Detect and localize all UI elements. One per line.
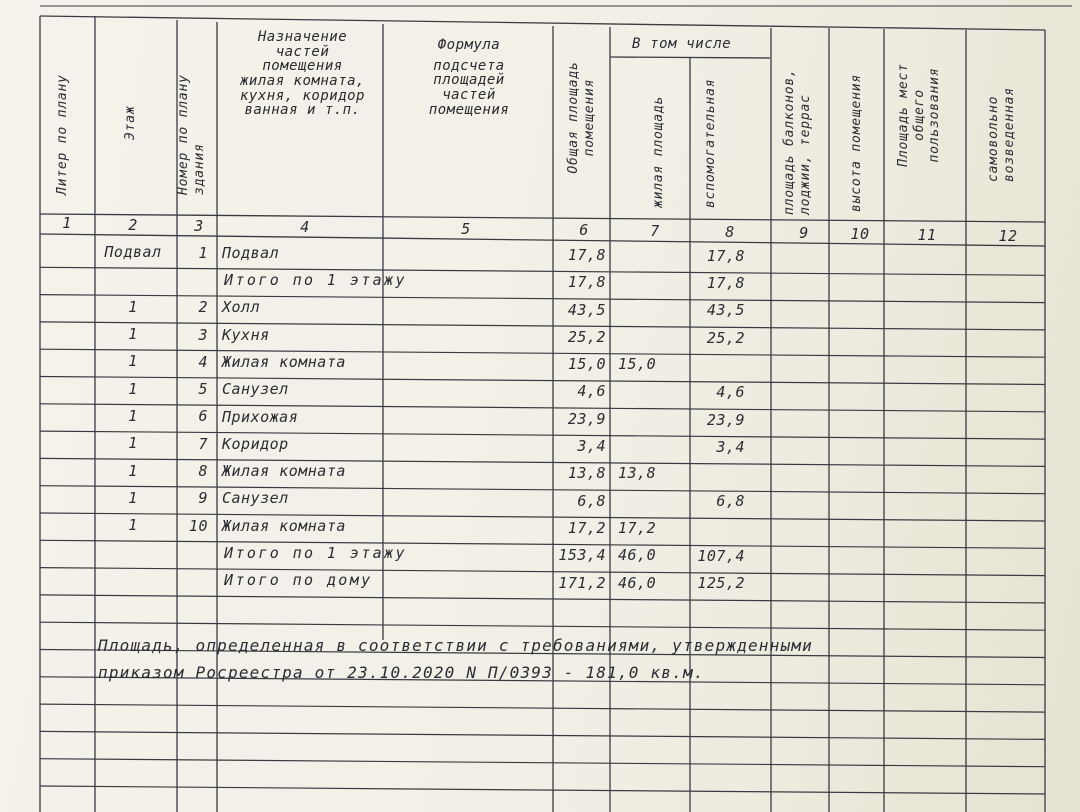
room-name-cell: Кухня <box>222 325 270 344</box>
living-area-cell: 46,0 <box>618 573 657 592</box>
room-number-cell: 2 <box>198 298 208 317</box>
aux-area-cell: 23,9 <box>706 410 745 429</box>
floor-cell: 1 <box>128 488 138 507</box>
aux-area-cell: 17,8 <box>706 246 745 265</box>
header-col11-label: Площадь мест общего пользования <box>896 63 943 167</box>
col-number: 3 <box>194 217 204 235</box>
header-col5-label: Формула подсчета площадей частей помещения <box>428 37 510 118</box>
total-area-cell: 43,5 <box>567 300 606 319</box>
header-col3-label: Номер по плану здания <box>176 74 208 195</box>
header-col12-label: самовольно возведенная <box>986 87 1018 182</box>
room-number-cell: 3 <box>198 325 208 344</box>
room-name-cell: Жилая комната <box>222 462 346 481</box>
living-area-cell: 46,0 <box>618 546 657 565</box>
header-col2-label: Этаж <box>123 105 138 140</box>
room-number-cell: 7 <box>198 434 208 453</box>
header-col7-label: жилая площадь <box>651 95 666 208</box>
total-area-cell: 23,9 <box>567 409 606 428</box>
aux-area-cell: 6,8 <box>716 492 745 511</box>
floor-cell: 1 <box>128 406 138 425</box>
header-col8-label: вспомогательная <box>703 78 718 208</box>
aux-area-cell: 107,4 <box>697 547 745 565</box>
total-area-cell: 17,8 <box>567 273 606 292</box>
total-area-cell: 171,2 <box>558 573 606 592</box>
room-name-cell: Итого по 1 этажу <box>224 544 407 562</box>
aux-area-cell: 4,6 <box>716 383 745 402</box>
floor-cell: 1 <box>128 516 138 535</box>
aux-area-cell: 43,5 <box>706 301 745 320</box>
header-group-label: В том числе <box>632 36 732 52</box>
col-number: 12 <box>998 227 1018 245</box>
living-area-cell: 17,2 <box>618 518 657 537</box>
room-name-cell: Итого по дому <box>224 571 373 590</box>
col-number: 7 <box>650 222 660 240</box>
header-col6-label: Общая площадь помещения <box>566 61 597 174</box>
room-number-cell: 4 <box>198 352 208 371</box>
col-number: 8 <box>725 223 735 241</box>
col-number: 6 <box>579 221 589 239</box>
total-area-cell: 17,8 <box>567 245 606 264</box>
floor-cell: 1 <box>128 325 138 344</box>
total-area-cell: 17,2 <box>567 518 606 537</box>
total-area-cell: 153,4 <box>558 546 606 565</box>
room-name-cell: Итого по 1 этажу <box>224 271 407 289</box>
room-number-cell: 5 <box>198 380 208 399</box>
room-name-cell: Санузел <box>222 489 289 508</box>
room-name-cell: Жилая комната <box>222 352 346 371</box>
area-note-line2: приказом Росреестра от 23.10.2020 N П/0393 - 181,0 кв.м. <box>98 663 705 682</box>
floor-cell: 1 <box>128 461 138 480</box>
room-number-cell: 10 <box>188 516 208 535</box>
total-area-cell: 13,8 <box>567 464 606 483</box>
header-col9-label: площадь балконов, лоджии, террас <box>782 68 813 215</box>
col-number: 10 <box>850 225 870 243</box>
aux-area-cell: 17,8 <box>706 274 745 292</box>
aux-area-cell: 125,2 <box>697 574 745 593</box>
floor-cell: 1 <box>128 379 138 398</box>
header-col1-label: Литер по плану <box>55 74 70 195</box>
floor-cell: 1 <box>128 434 138 453</box>
room-name-cell: Санузел <box>222 380 289 399</box>
total-area-cell: 25,2 <box>567 327 606 346</box>
col-number: 4 <box>300 218 310 236</box>
room-name-cell: Подвал <box>222 243 280 262</box>
col-number: 11 <box>917 226 937 244</box>
room-number-cell: 8 <box>198 462 208 481</box>
aux-area-cell: 25,2 <box>706 328 745 347</box>
col-number: 1 <box>62 214 72 232</box>
total-area-cell: 4,6 <box>577 382 606 401</box>
total-area-cell: 6,8 <box>577 491 606 510</box>
col-number: 2 <box>128 216 138 234</box>
area-note-line1: Площадь, определенная в соответствии с требованиями, утвержденными <box>98 636 813 655</box>
floor-cell: Подвал <box>104 243 162 262</box>
col-number: 9 <box>799 224 809 242</box>
total-area-cell: 3,4 <box>577 437 606 455</box>
room-number-cell: 6 <box>198 407 208 426</box>
aux-area-cell: 3,4 <box>716 437 745 456</box>
room-number-cell: 9 <box>198 489 208 508</box>
room-name-cell: Прихожая <box>222 407 299 426</box>
room-number-cell: 1 <box>198 243 208 262</box>
floor-cell: 1 <box>128 297 138 316</box>
header-col10-label: высота помещения <box>849 73 864 212</box>
room-name-cell: Жилая комната <box>222 516 346 535</box>
total-area-cell: 15,0 <box>567 355 606 374</box>
floor-cell: 1 <box>128 352 138 371</box>
room-name-cell: Коридор <box>222 434 289 453</box>
living-area-cell: 13,8 <box>618 464 657 483</box>
col-number: 5 <box>461 220 471 238</box>
room-name-cell: Холл <box>222 298 261 317</box>
living-area-cell: 15,0 <box>618 355 657 374</box>
header-col4-label: Назначение частей помещения жилая комната, кухня, коридор ванная и т.п. <box>239 29 365 119</box>
